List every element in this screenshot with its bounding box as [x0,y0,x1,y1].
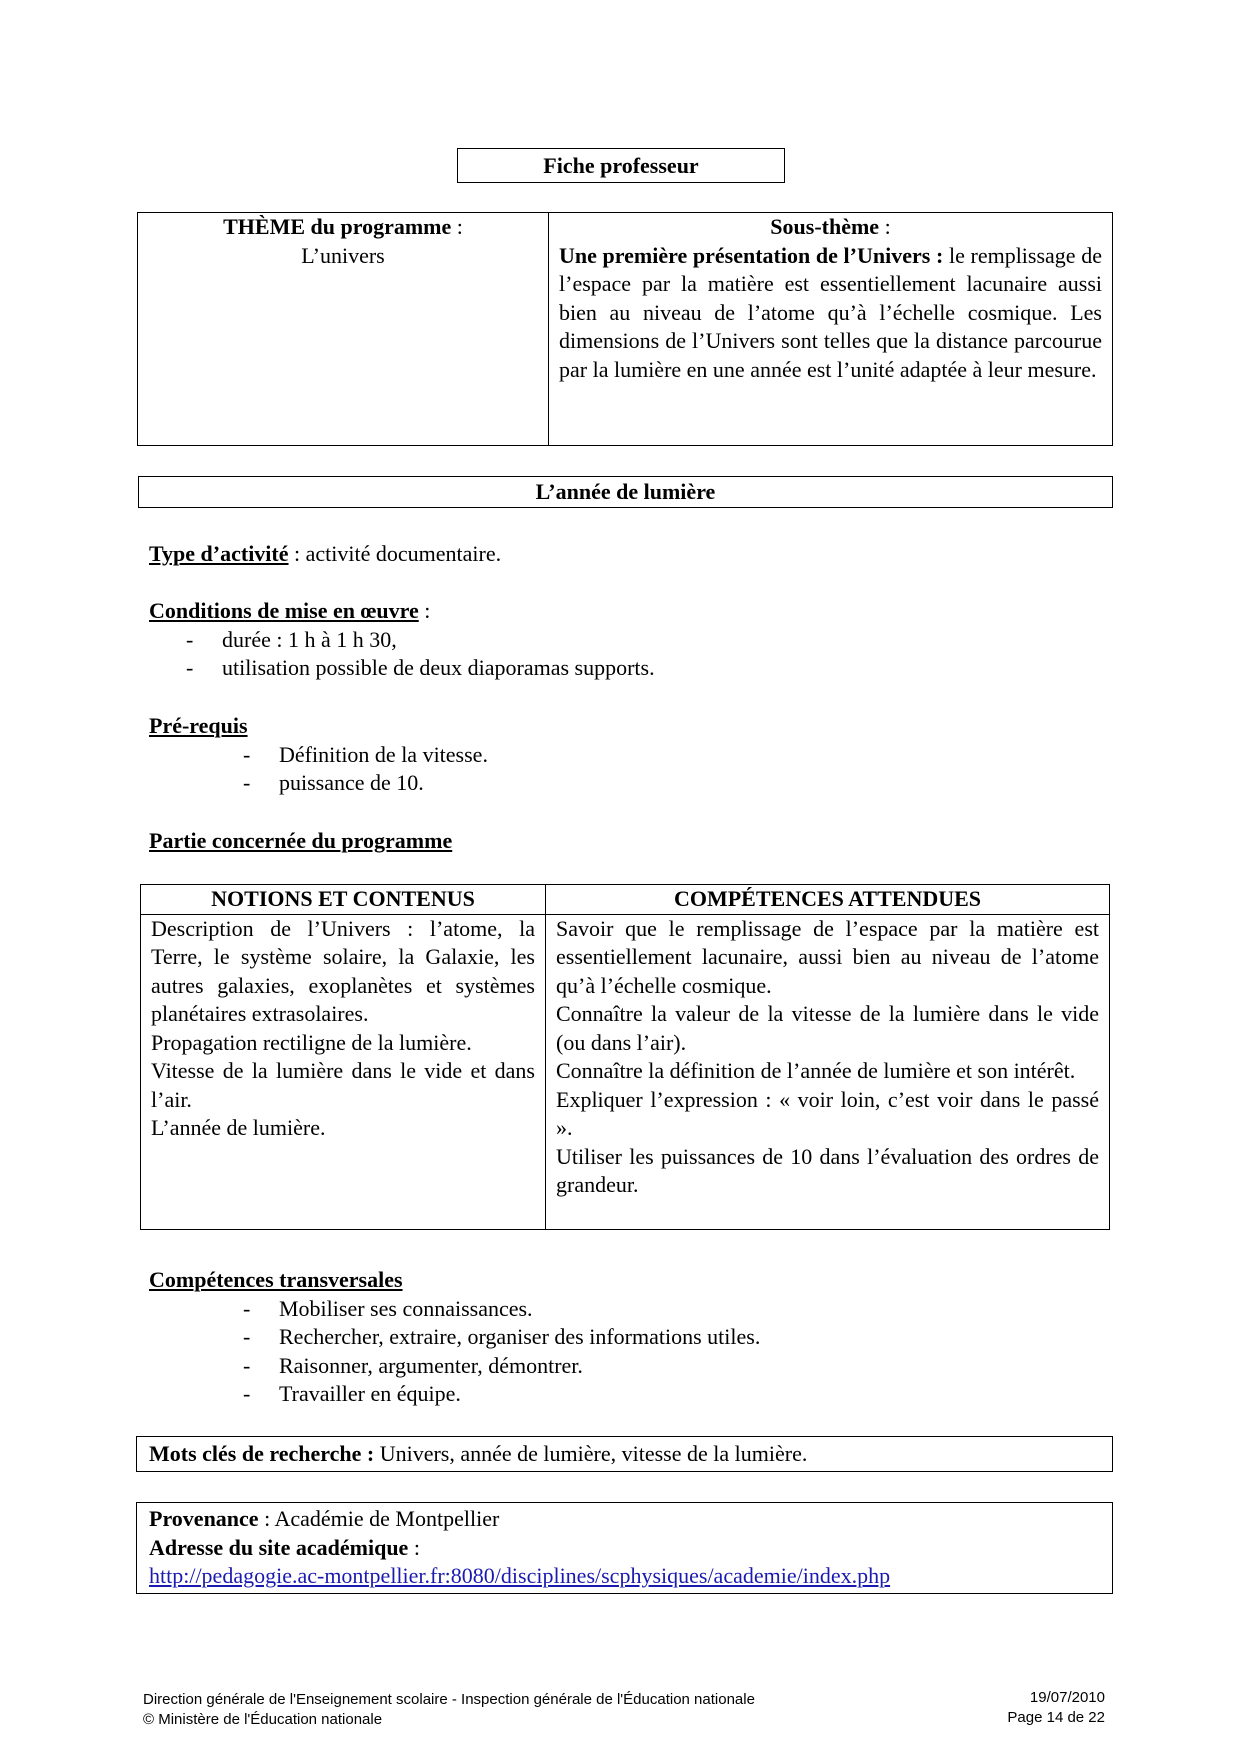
notion-item: Vitesse de la lumière dans le vide et dans l’air. [151,1058,535,1112]
conditions-colon: : [418,598,431,623]
theme-table [137,212,1113,446]
activity-title: L’année de lumière [535,479,716,504]
type-activite-label: Type d’activité [149,541,289,566]
list-item: - puissance de 10. [243,770,424,795]
list-item: - durée : 1 h à 1 h 30, [186,626,397,652]
conditions [149,597,1049,683]
provenance-box [136,1502,1113,1594]
theme-colon: : [451,214,463,239]
fiche-title-box [457,148,785,183]
mots-cles-label: Mots clés de recherche : [149,1441,375,1466]
provenance-value: : Académie de Montpellier [258,1506,500,1531]
programme-table [140,884,1110,1230]
footer-right [990,1688,1105,1728]
notions-cell [141,914,546,1229]
type-activite [149,540,501,569]
notion-item: Description de l’Univers : l’atome, la Terre, le système solaire, la Galaxie, les autres galaxies, exoplanètes et systèmes planétaires extrasolaires. [151,915,535,1026]
site-link[interactable]: http://pedagogie.ac-montpellier.fr:8080/disciplines/scphysiques/academie/index.php [149,1563,891,1588]
site-colon: : [408,1534,420,1560]
notion-item: Propagation rectiligne de la lumière. [151,1029,472,1055]
partie-label: Partie concernée du programme [149,828,453,853]
sous-theme-colon: : [879,214,891,239]
sous-theme-label: Sous-thème [770,214,880,239]
prerequis-label: Pré-requis [149,713,248,738]
list-item: - Définition de la vitesse. [243,741,488,767]
prerequis [149,712,1049,798]
list-item: - Rechercher, extraire, organiser des informations utiles. [243,1324,761,1349]
competence-item: Expliquer l’expression : « voir loin, c’est voir dans le passé ». [556,1086,1099,1140]
mots-cles-value: Univers, année de lumière, vitesse de la lumière. [374,1441,808,1466]
theme-value: L’univers [301,242,385,268]
type-activite-value: : activité documentaire. [288,541,502,566]
footer-date: 19/07/2010 [1029,1689,1105,1706]
list-item: - utilisation possible de deux diaporamas supports. [186,655,655,680]
competence-item: Savoir que le remplissage de l’espace par la matière est essentiellement lacunaire, aussi bien au niveau de l’atome qu’à l’échelle cosmique. [556,915,1099,998]
notion-item: L’année de lumière. [151,1115,326,1140]
list-item: - Travailler en équipe. [243,1381,461,1406]
list-item: - Raisonner, argumenter, démontrer. [243,1352,583,1378]
competences-header: COMPÉTENCES ATTENDUES [546,885,1110,915]
competences-cell [546,914,1110,1229]
activity-title-box [138,476,1113,508]
footer-left [143,1690,755,1730]
conditions-label: Conditions de mise en œuvre [149,598,419,623]
competence-item: Connaître la valeur de la vitesse de la lumière dans le vide (ou dans l’air). [556,1001,1099,1055]
competence-item: Utiliser les puissances de 10 dans l’évaluation des ordres de grandeur. [556,1143,1099,1197]
sous-theme-bold: Une première présentation de l’Univers : [559,242,944,268]
provenance-label: Provenance [149,1506,259,1531]
list-item: - Mobiliser ses connaissances. [243,1295,533,1321]
competence-item: Connaître la définition de l’année de lumière et son intérêt. [556,1058,1076,1083]
sous-theme-text [559,242,1102,385]
transversales [149,1266,1049,1409]
footer-page: Page 14 de 22 [1007,1709,1105,1726]
mots-cles-box [136,1436,1113,1472]
sous-theme-body: le remplissage de l’espace par la matière est essentiellement lacunaire aussi bien au niveau de l’atome qu’à l’échelle cosmique. Les dimensions de l’Univers sont telles que la distance parcourue par la lumière en une année est l’unité adaptée à leur mesure. [559,242,1102,382]
theme-cell [138,213,549,446]
fiche-title: Fiche professeur [543,153,699,178]
footer-line1: Direction générale de l'Enseignement scolaire - Inspection générale de l'Éducation nationale [143,1691,755,1708]
transversales-label: Compétences transversales [149,1267,403,1292]
notions-header: NOTIONS ET CONTENUS [141,885,546,915]
footer-line2: © Ministère de l'Éducation nationale [143,1711,383,1728]
sous-theme-cell [549,213,1113,446]
theme-label: THÈME du programme [223,214,452,239]
site-label: Adresse du site académique [149,1534,409,1560]
